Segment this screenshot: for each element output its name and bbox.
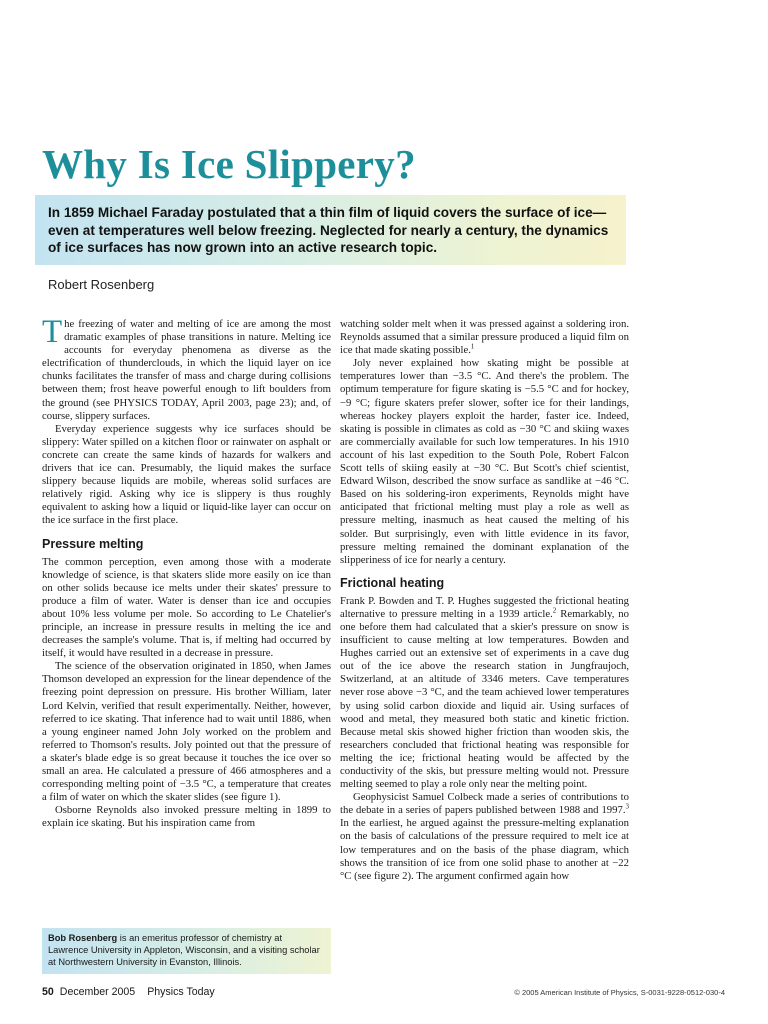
left-column [42, 314, 331, 830]
paragraph: The common perception, even among those with a moderate knowledge of science, is that skaters slide more easily on ice than on other solids because ice melts under their skates' pressure to produce a film of water. Water is denser than ice and occupies about 10% less volume per mole. So according to Le Chatelier's principle, an increase in pressure results in melting the ice and decreases the sample's volume. That is, if melting had occurred by itself, it would have resulted in a decrease in pressure. [42, 555, 331, 660]
paragraph: The science of the observation originated in 1850, when James Thomson developed an expression for the linear dependence of the freezing point depression on pressure. His brother William, later Lord Kelvin, verified that result experimentally. Neither, however, referred to ice skating. That inference had to wait until 1886, when a young engineer named John Joly worked on the problem and referred to Thomson's results. Joly pointed out that the pressure of a skater's blade edge is so great because it touches the ice over so small an area. He calculated a pressure of 466 atmospheres and a corresponding melting point of −3.5 °C, a temperature that creates a film of water on which the skater slides (see figure 1). [42, 660, 331, 804]
right-column [340, 318, 629, 883]
paragraph: Joly never explained how skating might be possible at temperatures lower than −3.5 °C. And there's the problem. The optimum temperature for figure skating is −5.5 °C and for hockey, −9 °C; figure skaters prefer slower, softer ice for their landings, whereas hockey players exploit the harder, faster ice. Indeed, skating is possible in climates as cold as −30 °C and skiing waxes are commercially available for such low temperatures. In his 1910 account of his last expedition to the South Pole, Robert Falcon Scott tells of skiing easily at −30 °C. But Scott's chief scientist, Edward Wilson, described the snow surface as sandlike at −46 °C. Based on his soldering-iron experiments, Reynolds might have anticipated that frictional melting must play a role as well as pressure melting, inasmuch as heat caused the melting of his solder. But surprisingly, even with little evidence in its favor, pressure melting remained the dominant explanation of the slipperiness of ice for nearly a century. [340, 357, 629, 566]
copyright-notice: © 2005 American Institute of Physics, S-0031-9228-0512-030-4 [514, 988, 725, 997]
drop-cap: T [42, 314, 63, 350]
author-bio: Bob Rosenberg is an emeritus professor of chemistry at Lawrence University in Appleton, Wisconsin, and a visiting scholar at Northwestern University in Evanston, Illinois. [48, 933, 320, 968]
paragraph: Everyday experience suggests why ice surfaces should be slippery: Water spilled on a kitchen floor or rainwater on asphalt or concrete can create the same kinds of hazards for walkers and drivers that ice can. Presumably, the liquid makes the surface slippery because liquids are mobile, whereas solid surfaces are relatively rigid. Asking why ice is slippery is thus roughly equivalent to asking how a liquid or liquid-like layer can occur on the ice surface in the first place. [42, 422, 331, 527]
abstract: In 1859 Michael Faraday postulated that a thin film of liquid covers the surface of ice—even at temperatures well below freezing. Neglected for nearly a century, the dynamics of ice surfaces has now grown into an active research topic. [48, 205, 609, 255]
reference-marker: 3 [625, 802, 629, 811]
paragraph: Geophysicist Samuel Colbeck made a series of contributions to the debate in a series of papers published between 1988 and 1997.$^3$ In the earliest, he argued against the pressure-melting explanation on the basis of calculations of the pressure required to melt ice at low temperatures and on the basis of the phase diagram, which shows the transition of ice from one solid phase to another at −22 °C (see figure 2). The argument confirmed again how [340, 791, 629, 882]
journal-name: Physics Today [147, 986, 215, 998]
reference-marker: 1 [470, 342, 475, 351]
paragraph: watching solder melt when it was pressed against a soldering iron. Reynolds assumed that a similar pressure produced a liquid film on ice that made skating possible.$^1$ [340, 318, 629, 357]
bio-author-name: Bob Rosenberg [48, 933, 118, 943]
paragraph: The freezing of water and melting of ice are among the most dramatic examples of phase transitions in nature. Melting ice accounts for everyday phenomena as diverse as the electrification of thunderclouds, in which the liquid layer on ice chunks facilitates the transfer of mass and charge during collisions between them; frost heave powerful enough to lift boulders from the ground (see PHYSICS TODAY, April 2003, page 23); and, of course, slippery surfaces. [42, 314, 331, 422]
author-name: Robert Rosenberg [48, 277, 155, 292]
paragraph: Osborne Reynolds also invoked pressure melting in 1899 to explain ice skating. But his inspiration came from [42, 804, 331, 830]
issue-date: December 2005 [59, 986, 136, 998]
section-heading-pressure-melting: Pressure melting [42, 536, 144, 551]
page-footer [42, 986, 215, 998]
page-number: 50 [42, 986, 54, 998]
reference-marker: 2 [552, 606, 557, 615]
paragraph: Frank P. Bowden and T. P. Hughes suggested the frictional heating alternative to pressure melting in a 1939 article.$^2$ Remarkably, no one before them had calculated that a skier's pressure on snow is insufficient to cause melting at low temperatures. Bowden and Hughes carried out an extensive set of experiments in a cave dug out of the ice above the research station in Jungfraujoch, Switzerland, at an altitude of 3346 meters. Cave temperatures never rose above −3 °C, and the team achieved lower temperatures by using solid carbon dioxide and liquid air. Using surfaces of wood and metal, they measured both static and kinetic friction. Because metal skis showed higher friction than wooden skis, the researchers concluded that frictional heating was responsible for melting the ice; frictional heating would be affected by the conductivity of the skis, but pressure melting would not. Pressure melting seemed to play a role only near the melting point. [340, 594, 629, 791]
section-heading-frictional-heating: Frictional heating [340, 575, 445, 590]
article-title: Why Is Ice Slippery? [42, 141, 416, 187]
